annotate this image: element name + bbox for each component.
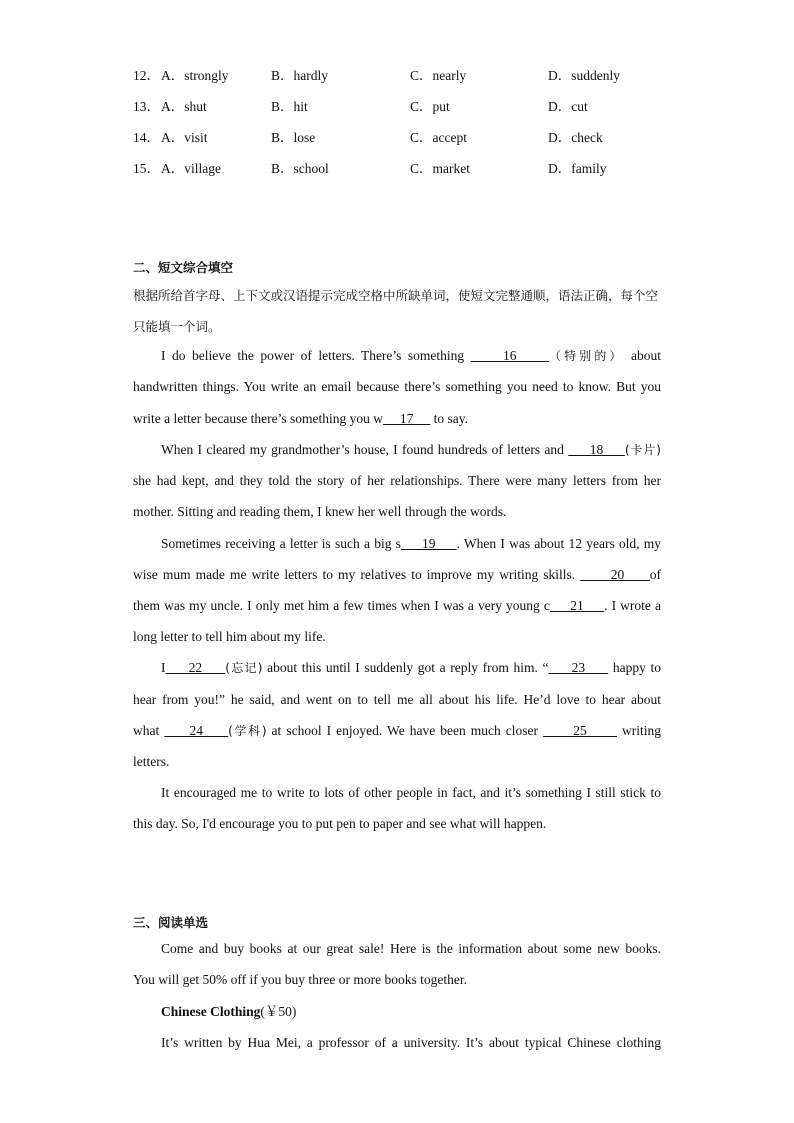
option-b: B．school	[271, 161, 329, 176]
option-d: D．cut	[548, 99, 588, 114]
hint-16: （特别的）	[548, 349, 625, 363]
option-c: C．nearly	[410, 68, 467, 83]
blank-24: 24	[164, 723, 229, 738]
book-title: Chinese Clothing	[161, 1004, 261, 1019]
passage-line: handwritten things. You write an email because there’s something you need to know. But you	[133, 379, 661, 394]
option-b: B．hit	[271, 99, 308, 114]
blank-20: 20	[580, 567, 650, 582]
hint-22: (忘记)	[225, 661, 263, 675]
passage-line: I 22 (忘记) about this until I suddenly got a reply from him. “ 23 happy to	[161, 660, 662, 675]
passage-line: this day. So, I'd encourage you to put pen to paper and see what will happen.	[133, 816, 547, 831]
passage-line: You will get 50% off if you buy three or more books together.	[133, 972, 467, 987]
passage-line: It’s written by Hua Mei, a professor of a university. It’s about typical Chinese clothing	[161, 1035, 661, 1050]
book-price: (￥50)	[260, 1004, 297, 1019]
section-title: 三、阅读单选	[133, 915, 209, 930]
section-instruction: 根据所给首字母、上下文或汉语提示完成空格中所缺单词，使短文完整通顺，语法正确，每个空只能填一个词。	[133, 288, 659, 334]
option-d: D．suddenly	[548, 68, 620, 83]
option-c: C．market	[410, 161, 470, 176]
blank-18: 18	[568, 442, 625, 457]
question-number: 15．	[133, 161, 160, 176]
passage-line: she had kept, and they told the story of her relationships. There were many letters from her	[133, 473, 661, 488]
blank-22: 22	[165, 660, 226, 675]
passage-line: When I cleared my grandmother’s house, I found hundreds of letters and 18 (卡片)	[161, 442, 661, 457]
passage-line: I do believe the power of letters. There’s something 16 （特别的） about	[161, 348, 661, 363]
passage-line: Come and buy books at our great sale! Here is the information about some new books.	[161, 941, 661, 956]
hint-24: (学科)	[228, 724, 267, 738]
blank-17: 17	[383, 411, 431, 426]
section-title: 二、短文综合填空	[133, 260, 234, 275]
passage-line: mother. Sitting and reading them, I knew her well through the words.	[133, 504, 507, 519]
hint-18: (卡片)	[624, 443, 661, 457]
passage-line: hear from you!” he said, and went on to tell me all about his life. He’d love to hear about	[133, 692, 661, 707]
passage-line: Sometimes receiving a letter is such a big s 19 . When I was about 12 years old, my	[161, 536, 662, 551]
passage-line: long letter to tell him about my life.	[133, 629, 326, 644]
question-number: 13．	[133, 99, 160, 114]
passage-line: write a letter because there’s something you w 17 to say.	[133, 411, 469, 426]
question-number: 14．	[133, 130, 160, 145]
passage-line: wise mum made me write letters to my relatives to improve my writing skills. 20 of	[133, 567, 661, 582]
passage-line: It encouraged me to write to lots of other people in fact, and it’s something I still stick to	[161, 785, 661, 800]
passage-line: them was my uncle. I only met him a few times when I was a very young c 21 . I wrote a	[133, 598, 661, 613]
blank-23: 23	[548, 660, 609, 675]
option-a: A．strongly	[161, 68, 229, 83]
option-b: B．lose	[271, 130, 316, 145]
option-d: D．family	[548, 161, 607, 176]
option-c: C．accept	[410, 130, 467, 145]
blank-16: 16	[470, 348, 549, 363]
blank-19: 19	[400, 536, 457, 551]
option-a: A．visit	[161, 130, 208, 145]
passage-line: what 24 (学科) at school I enjoyed. We have been much closer 25 writing	[133, 723, 662, 738]
passage-line: letters.	[133, 754, 170, 769]
book-heading	[161, 1002, 661, 1022]
option-b: B．hardly	[271, 68, 328, 83]
question-number: 12．	[133, 68, 160, 83]
blank-21: 21	[549, 598, 605, 613]
option-a: A．village	[161, 161, 221, 176]
option-a: A．shut	[161, 99, 207, 114]
option-c: C．put	[410, 99, 450, 114]
option-d: D．check	[548, 130, 603, 145]
blank-25: 25	[543, 723, 617, 738]
